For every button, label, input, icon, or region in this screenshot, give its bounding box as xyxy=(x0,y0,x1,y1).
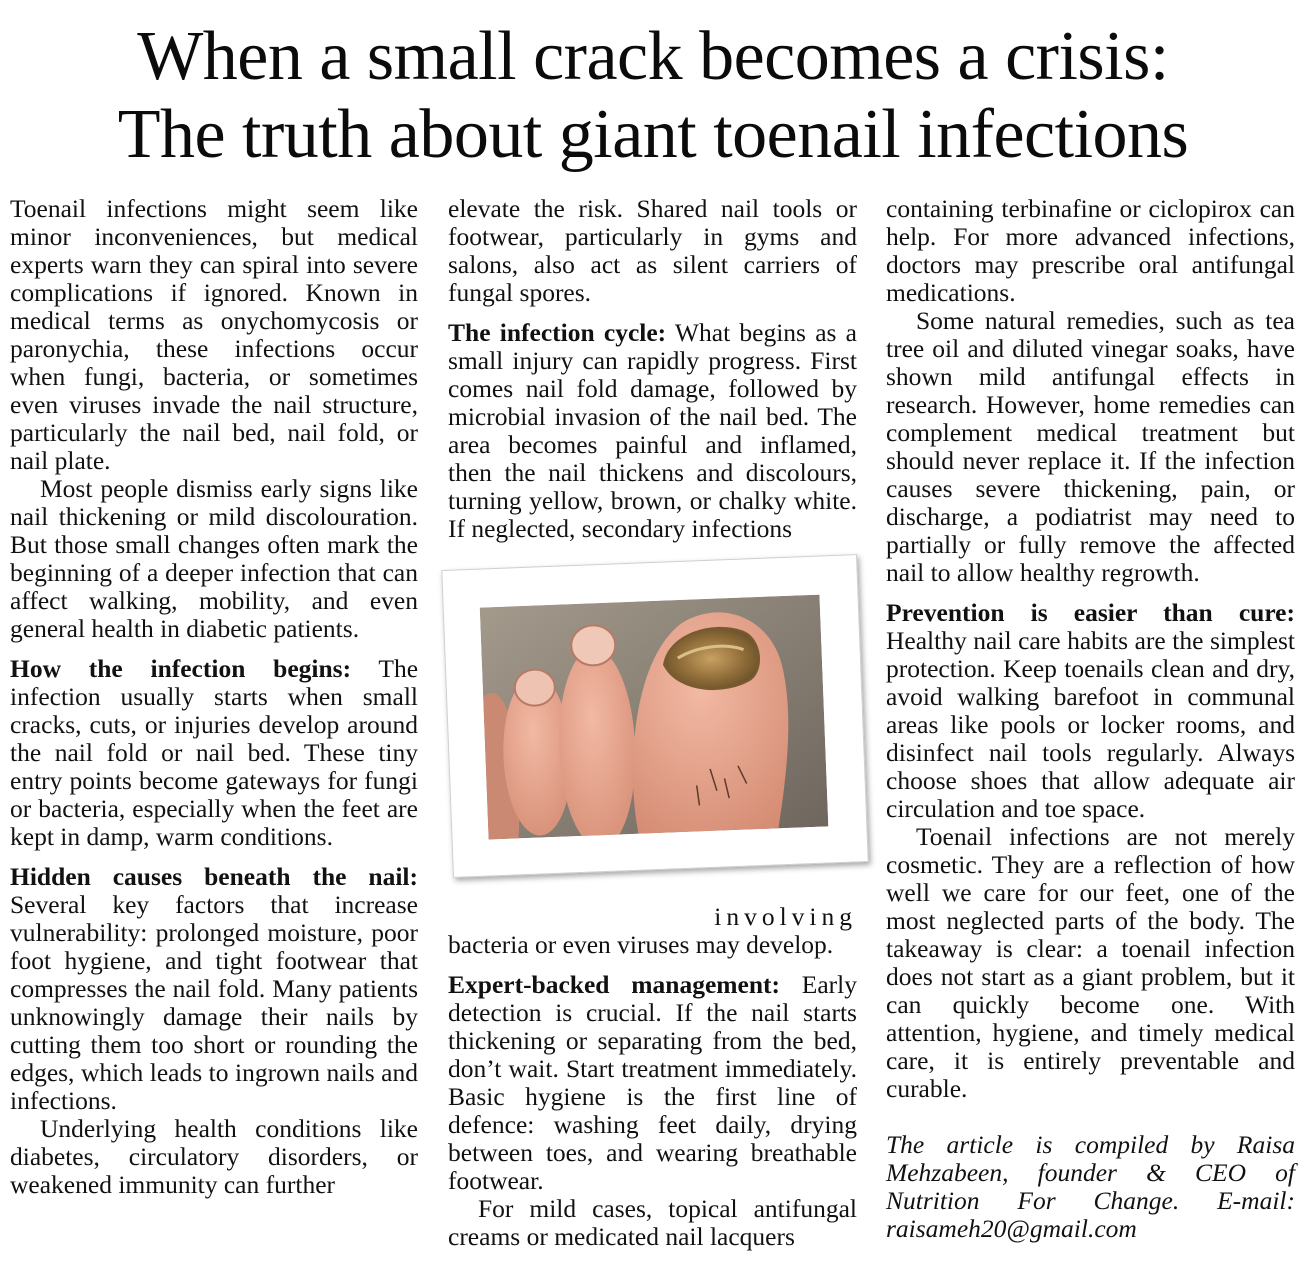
section-expert-management xyxy=(448,971,857,1195)
paragraph: elevate the risk. Shared nail tools or footwear, particularly in gyms and salons, also act as silent carriers of fungal spores. xyxy=(448,194,857,307)
subheading: Expert-backed management: xyxy=(448,970,780,999)
paragraph: containing terbinafine or ciclopirox can help. For more advanced infections, doctors may prescribe oral antifungal medications. xyxy=(886,194,1295,307)
third-toenail xyxy=(570,624,616,666)
headline xyxy=(0,18,1306,174)
column-2 xyxy=(448,195,857,543)
headline-line-2: The truth about giant toenail infections xyxy=(117,96,1189,173)
paragraph: bacteria or even viruses may develop. xyxy=(448,930,834,959)
section-body: Early detection is crucial. If the nail starts thickening or separating from the bed, don’t wait. Start treatment immediately. Basic hygiene is the first line of defence: washing feet daily, drying between toes, and wearing breathable footwear. xyxy=(448,970,857,1195)
column-1 xyxy=(10,195,418,1199)
section-body: Healthy nail care habits are the simplest protection. Keep toenails clean and dry, avoid walking barefoot in communal areas like pools or locker rooms, and disinfect nail tools regularly. Always choose shoes that allow adequate air circulation and toe space. xyxy=(886,626,1295,823)
subheading: Prevention is easier than cure: xyxy=(886,598,1295,627)
paragraph: For mild cases, topical antifungal creams or medicated nail lacquers xyxy=(448,1194,857,1251)
paragraph: Some natural remedies, such as tea tree oil and diluted vinegar soaks, have shown mild antifungal effects in research. However, home remedies can complement medical treatment but should never replace it. If the infection causes severe thickening, pain, or discharge, a podiatrist may need to partially or fully remove the affected nail to allow healthy regrowth. xyxy=(886,306,1295,587)
column-3 xyxy=(886,195,1295,1243)
section-prevention xyxy=(886,599,1295,823)
spaced-word: involving xyxy=(714,902,857,931)
toes-illustration xyxy=(480,595,829,840)
section-body: The infection usually starts when small cracks, cuts, or injuries develop around the nail fold or nail bed. These tiny entry points become gateways for fungi or bacteria, especially when the feet are kept in damp, warm conditions. xyxy=(10,654,419,851)
subheading: Hidden causes beneath the nail: xyxy=(10,862,418,891)
section-infection-cycle xyxy=(448,319,857,543)
paragraph: Underlying health conditions like diabetes, circulatory disorders, or weakened immunity can further xyxy=(10,1114,418,1199)
column-2-continued xyxy=(448,903,857,1251)
paragraph: Toenail infections are not merely cosmetic. They are a reflection of how well we care for our feet, one of the most neglected parts of the body. The takeaway is clear: a toenail infection does not start as a giant problem, but it can quickly become one. With attention, hygiene, and timely medical care, it is entirely preventable and curable. xyxy=(886,822,1295,1103)
section-how-infection-begins xyxy=(10,655,418,851)
author-credit: The article is compiled by Raisa Mehzabeen, founder & CEO of Nutrition For Change. E-mail: raisameh20@gmail.com xyxy=(886,1130,1295,1243)
subheading: The infection cycle: xyxy=(448,318,667,347)
paragraph: Most people dismiss early signs like nail thickening or mild discolouration. But those small changes often mark the beginning of a deeper infection that can affect walking, mobility, and even general health in diabetic patients. xyxy=(10,474,418,643)
section-body: What begins as a small injury can rapidly progress. First comes nail fold damage, followed by microbial invasion of the nail bed. The area becomes painful and inflamed, then the nail thickens and discolours, turning yellow, brown, or chalky white. If neglected, secondary infections xyxy=(448,318,857,543)
section-body: Several key factors that increase vulnerability: prolonged moisture, poor foot hygiene, and tight footwear that compresses the nail fold. Many patients unknowingly damage their nails by cutting them too short or rounding the edges, which leads to ingrown nails and infections. xyxy=(10,890,418,1115)
headline-line-1: When a small crack becomes a crisis: xyxy=(137,18,1169,95)
fourth-toenail xyxy=(514,669,555,707)
section-hidden-causes xyxy=(10,863,418,1115)
toenail-photo xyxy=(441,554,869,878)
paragraph: Toenail infections might seem like minor inconveniences, but medical experts warn they can spiral into severe complications if ignored. Known in medical terms as onychomycosis or paronychia, these infections occur when fungi, bacteria, or sometimes even viruses invade the nail structure, particularly the nail bed, nail fold, or nail plate. xyxy=(10,194,418,475)
subheading: How the infection begins: xyxy=(10,654,352,683)
